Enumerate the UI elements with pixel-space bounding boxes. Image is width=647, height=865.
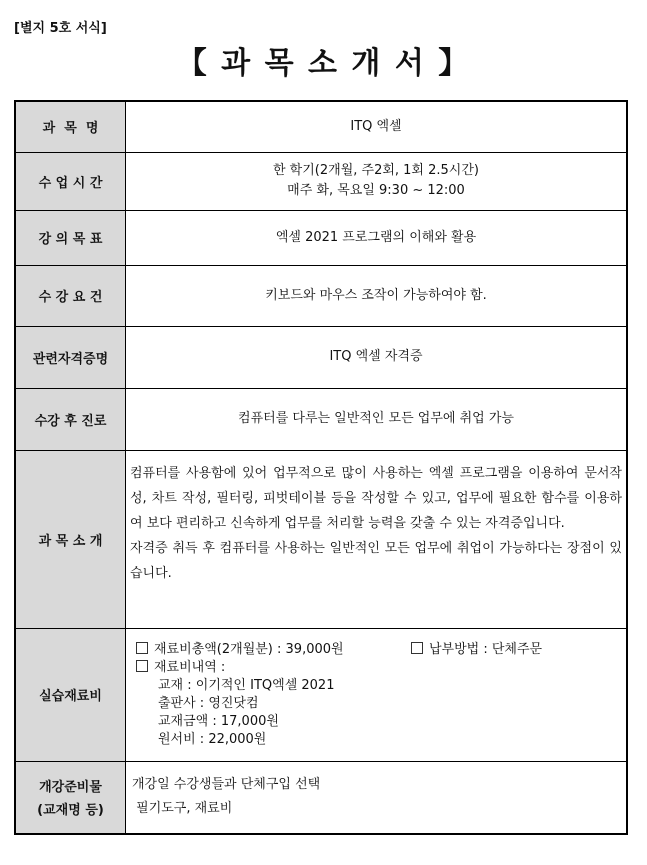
label-preparation	[15, 761, 126, 834]
label-course-name: 과 목 명	[15, 101, 126, 152]
checkbox-icon	[136, 660, 148, 672]
prep-line2: 필기도구, 재료비	[132, 801, 233, 817]
prep-label-line1: 개강준비물	[39, 780, 102, 796]
label-materials: 실습재료비	[15, 628, 126, 761]
table-row	[15, 450, 627, 628]
table-row	[15, 101, 627, 152]
table-row	[15, 628, 627, 761]
class-time-line2: 매주 화, 목요일 9:30 ~ 12:00	[287, 183, 465, 198]
materials-publisher: 출판사 : 영진닷컴	[158, 695, 259, 711]
materials-original-price: 원서비 : 22,000원	[158, 731, 267, 747]
course-intro-table	[14, 100, 628, 835]
materials-total: 재료비총액(2개월분) : 39,000원	[154, 641, 344, 657]
label-career: 수강 후 진로	[15, 388, 126, 450]
prep-line1: 개강일 수강생들과 단체구입 선택	[132, 777, 321, 793]
value-course-intro	[126, 450, 628, 628]
label-objective: 강 의 목 표	[15, 210, 126, 265]
table-row	[15, 210, 627, 265]
value-preparation	[126, 761, 628, 834]
class-time-line1: 한 학기(2개월, 주2회, 1회 2.5시간)	[272, 163, 479, 178]
table-row	[15, 326, 627, 388]
materials-payment: 납부방법 : 단체주문	[429, 641, 543, 657]
value-certificate: ITQ 엑셀 자격증	[126, 326, 628, 388]
table-row	[15, 265, 627, 326]
label-requirements: 수 강 요 건	[15, 265, 126, 326]
materials-detail-title: 재료비내역 :	[154, 659, 226, 675]
table-row	[15, 152, 627, 210]
value-materials	[126, 628, 628, 761]
checkbox-icon	[136, 642, 148, 654]
label-class-time: 수 업 시 간	[15, 152, 126, 210]
table-row	[15, 761, 627, 834]
table-row	[15, 388, 627, 450]
intro-paragraph-1: 컴퓨터를 사용함에 있어 업무적으로 많이 사용하는 엑셀 프로그램을 이용하여 문서작성, 차트 작성, 필터링, 피벗테이블 등을 작성할 수 있고, 업무에 필요한 함수를 이용하여 보다 편리하고 신속하게 업무를 처리할 능력을 갖출 수 있는 자격증입니다.	[130, 465, 622, 531]
checkbox-icon	[411, 642, 423, 654]
materials-textbook-price: 교재금액 : 17,000원	[158, 713, 279, 729]
label-certificate: 관련자격증명	[15, 326, 126, 388]
prep-label-line2: (교재명 등)	[37, 803, 104, 819]
form-number: [별지 5호 서식]	[14, 21, 107, 36]
intro-paragraph-2: 자격증 취득 후 컴퓨터를 사용하는 일반적인 모든 업무에 취업이 가능하다는 장점이 있습니다.	[130, 540, 622, 581]
value-class-time	[126, 152, 628, 210]
value-course-name: ITQ 엑셀	[126, 101, 628, 152]
value-requirements: 키보드와 마우스 조작이 가능하여야 함.	[126, 265, 628, 326]
value-objective: 엑셀 2021 프로그램의 이해와 활용	[126, 210, 628, 265]
label-course-intro: 과 목 소 개	[15, 450, 126, 628]
value-career: 컴퓨터를 다루는 일반적인 모든 업무에 취업 가능	[126, 388, 628, 450]
page-title: 【 과 목 소 개 서 】	[176, 46, 471, 81]
materials-textbook: 교재 : 이기적인 ITQ엑셀 2021	[158, 677, 335, 693]
